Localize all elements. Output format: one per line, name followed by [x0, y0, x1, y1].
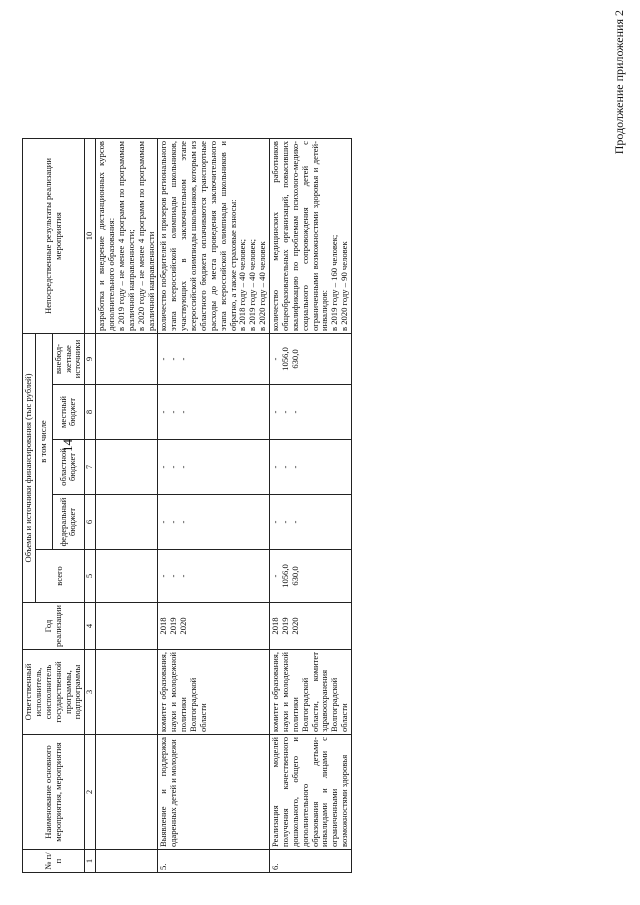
- row-num: 5.: [158, 850, 270, 873]
- column-number-row: [85, 139, 96, 873]
- colnum: 2: [85, 735, 96, 850]
- header-regional: областной бюджет: [52, 440, 85, 495]
- colnum: 6: [85, 495, 96, 550]
- row-local: - - -: [158, 385, 270, 440]
- table-row-continuation: [96, 139, 158, 873]
- colnum: 7: [85, 440, 96, 495]
- row-years: 2018 2019 2020: [158, 603, 270, 650]
- table-row: [270, 139, 352, 873]
- header-finance: Объемы и источники финансирования (тыс рублей): [23, 334, 36, 603]
- row-federal: - - -: [270, 495, 352, 550]
- colnum: 1: [85, 850, 96, 873]
- colnum: 4: [85, 603, 96, 650]
- row-years: 2018 2019 2020: [270, 603, 352, 650]
- header-year: Год реализации: [23, 603, 85, 650]
- colnum: 9: [85, 334, 96, 385]
- header-federal: федеральный бюджет: [52, 495, 85, 550]
- colnum: 5: [85, 550, 96, 603]
- row-federal: - - -: [158, 495, 270, 550]
- row-executor: комитет образования, науки и молодежной политики Волгоградской области: [158, 650, 270, 735]
- header-num: № п/п: [23, 850, 85, 873]
- header-executor: Ответственный исполнитель, соисполнитель государственной программы, подпрограммы: [23, 650, 85, 735]
- table-row: [158, 139, 270, 873]
- header-name: Наименование основного мероприятия, мероприятия: [23, 735, 85, 850]
- row-local: - - -: [270, 385, 352, 440]
- row-extra: - 1056,0 630,0: [270, 334, 352, 385]
- row-total: - 1056,0 630,0: [270, 550, 352, 603]
- colnum: 3: [85, 650, 96, 735]
- page-number: 14: [60, 439, 75, 452]
- colnum: 8: [85, 385, 96, 440]
- header-total: всего: [35, 550, 84, 603]
- row-name: Выявление и поддержка одаренных детей и молодежи: [158, 735, 270, 850]
- row-extra: - - -: [158, 334, 270, 385]
- result-cell: разработка и внедрение дистанционных курсов дополнительного образования: в 2019 году – не менее 4 программ по программам различной направленности; в 2020 году – не менее 4 программ по программам различной направленности: [96, 139, 158, 334]
- header-extra: внебюд-жетные источники: [52, 334, 85, 385]
- row-result: количество победителей и призеров регионального этапа всероссийской олимпиады школьников, участвующих в заключительном этапе всероссийской олимпиады школьников, которым из областного бюджета оплачиваются транспортные расходы до места проведения заключительного этапа всероссийской олимпиады школьников и обратно, а также страховые взносы: в 2018 году – 40 человек; в 2019 году – 40 человек; в 2020 году – 40 человек: [158, 139, 270, 334]
- row-num: 6.: [270, 850, 352, 873]
- header-result: Непосредственные результаты реализации мероприятия: [23, 139, 85, 334]
- program-table: [22, 138, 352, 873]
- row-regional: - - -: [158, 440, 270, 495]
- row-result: количество медицинских работников общеобразовательных организаций, повысивших квалификацию по проблемам психолого-медико-социального сопровождения детей с ограниченными возможностями здоровья и детей-инвалидов: в 2019 году – 160 человек; в 2020 году – 90 человек: [270, 139, 352, 334]
- row-total: - - -: [158, 550, 270, 603]
- row-executor: комитет образования, науки и молодежной политики Волгоградской области, комитет здравоохранения Волгоградской области: [270, 650, 352, 735]
- colnum: 10: [85, 139, 96, 334]
- continuation-title: Продолжение приложения 2: [612, 10, 626, 155]
- row-regional: - - -: [270, 440, 352, 495]
- row-name: Реализация моделей получения качественного дошкольного, общего и дополнительного образования детьми-инвалидами и лицами с ограниченными возможностями здоровья: [270, 735, 352, 850]
- header-subgroup: в том числе: [35, 334, 52, 550]
- header-local: местный бюджет: [52, 385, 85, 440]
